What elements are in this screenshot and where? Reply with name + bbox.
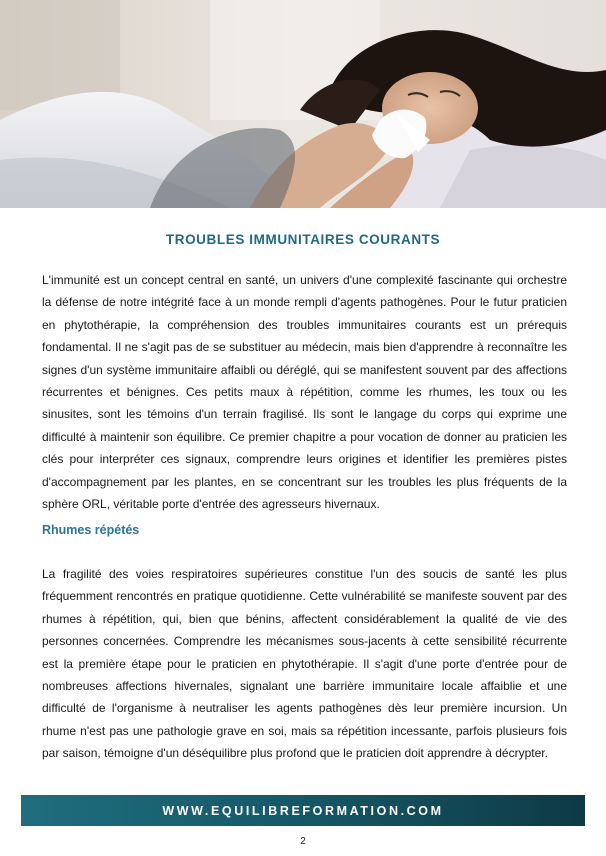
- website-url[interactable]: WWW.EQUILIBREFORMATION.COM: [162, 803, 444, 818]
- footer-banner: [21, 795, 585, 826]
- intro-paragraph: L'immunité est un concept central en santé, un univers d'une complexité fascinante qui orchestre la défense de notre intégrité face à un monde rempli d'agents pathogènes. Pour le futur praticien en phytothérapie, la compréhension des troubles immunitaires courants est un prérequis fondamental. Il ne s'agit pas de se substituer au médecin, mais bien d'apprendre à reconnaître les signes d'un système immunitaire affaibli ou déréglé, qui se manifestent souvent par des affections récurrentes et bénignes. Ces petits maux à répétition, comme les rhumes, les toux ou les sinusites, sont les témoins d'un terrain fragilisé. Ils sont le langage du corps qui exprime une difficulté à maintenir son équilibre. Ce premier chapitre a pour vocation de donner au praticien les clés pour interpréter ces signaux, comprendre leurs origines et identifier les premières pistes d'accompagnement par les plantes, en se concentrant sur les troubles les plus fréquents de la sphère ORL, véritable porte d'entrée des agresseurs hivernaux.: [42, 273, 567, 512]
- page-title: TROUBLES IMMUNITAIRES COURANTS: [165, 232, 441, 247]
- page-number: 2: [300, 836, 306, 847]
- hero-photo: [0, 0, 606, 208]
- section-paragraph: La fragilité des voies respiratoires supérieures constitue l'un des soucis de santé les plus fréquemment rencontrés en pratique quotidienne. Cette vulnérabilité se manifeste souvent par des rhumes à répétition, qui, bien que bénins, affectent considérablement la qualité de vie des personnes concernées. Comprendre les mécanismes sous-jacents à cette sensibilité récurrente est la première étape pour le praticien en phytothérapie. Il s'agit d'une porte d'entrée pour de nombreuses affections hivernales, signalant une barrière immunitaire locale affaiblie et une difficulté de l'organisme à neutraliser les agents pathogènes dès leur première incursion. Un rhume n'est pas une pathologie grave en soi, mais sa répétition incessante, parfois plusieurs fois par saison, témoigne d'un déséquilibre plus profond que le praticien doit apprendre à décrypter.: [42, 567, 567, 761]
- woman-with-cold-illustration: [0, 0, 606, 208]
- section-heading: Rhumes répétés: [42, 523, 140, 537]
